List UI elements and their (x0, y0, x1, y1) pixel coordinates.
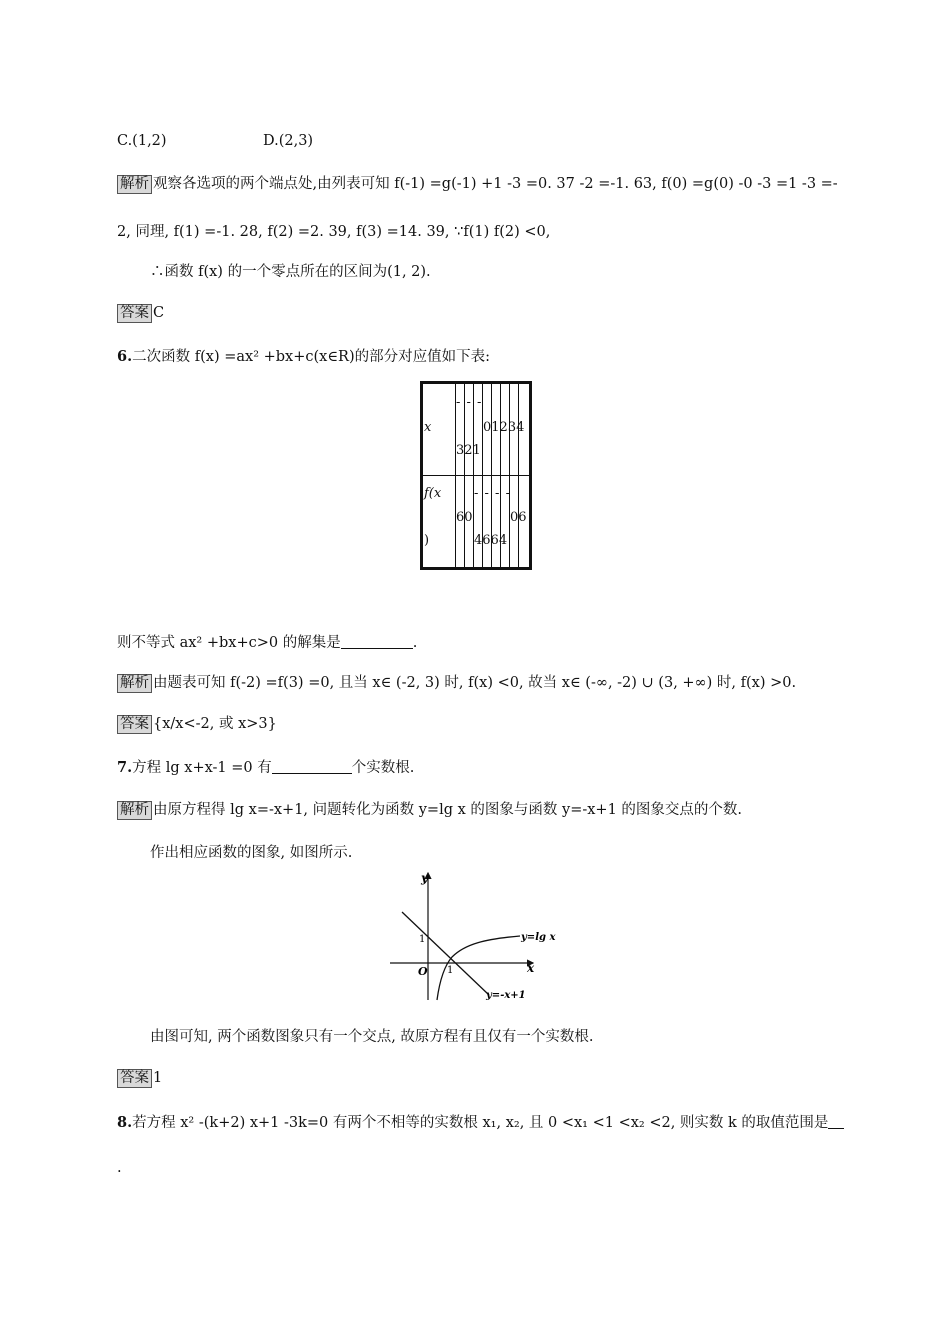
table-col-divider (464, 384, 465, 567)
table-fx-last-values: 06 (510, 510, 527, 525)
q6-analysis (117, 673, 796, 693)
origin-label: O (418, 965, 428, 978)
q6-number: 6. (117, 348, 133, 365)
q6-text: 二次函数 f(x) =ax² +bx+c(x∈R)的部分对应值如下表: (132, 349, 491, 365)
table-header-x: x (424, 420, 432, 435)
option-c: C.(1,2) (117, 133, 167, 149)
option-d: D.(2,3) (263, 133, 314, 149)
table-x-pos-values: 01234 (483, 420, 525, 435)
q6-answer (117, 714, 277, 734)
q7-analysis-2: 作出相应函数的图象, 如图所示. (150, 845, 353, 861)
table-header-fx-close: ) (424, 533, 430, 548)
q5-analysis-text-a: 观察各选项的两个端点处,由列表可知 f(-1) =g(-1) +1 -3 =0. 37 -2 =-1. 63, f(0) =g(0) -0 -3 =1 -3 =- (153, 176, 838, 192)
table-col-divider (518, 384, 519, 567)
y-one-label: 1 (419, 934, 426, 945)
q6-analysis-text: 由题表可知 f(-2) =f(3) =0, 且当 x∈ (-2, 3) 时, f(x) <0, 故当 x∈ (-∞, -2) ∪ (3, +∞) 时, f(x) >0. (153, 675, 797, 691)
analysis-tag: 解析 (117, 801, 152, 820)
y-axis-label: y (421, 871, 428, 885)
line-graph (402, 912, 489, 995)
table-row-divider (423, 475, 529, 476)
q7-text-a: 方程 lg x+x-1 =0 有 (132, 760, 272, 776)
analysis-tag: 解析 (117, 674, 152, 693)
q7-number: 7. (117, 759, 133, 776)
q5-analysis-line2: 2, 同理, f(1) =-1. 28, f(2) =2. 39, f(3) =14. 39, ∵f(1) f(2) <0, (117, 224, 551, 240)
q7-answer-value: 1 (153, 1070, 163, 1086)
function-graph (390, 868, 565, 1008)
q8-tail: . (117, 1160, 122, 1176)
q6-question: 则不等式 ax² +bx+c>0 的解集是 . (117, 635, 418, 651)
q8-answer-blank (828, 1113, 844, 1129)
answer-tag: 答案 (117, 1069, 152, 1088)
table-col-divider (509, 384, 510, 567)
q6-answer-value: {x/x<-2, 或 x>3} (153, 716, 277, 732)
q7-conclusion: 由图可知, 两个函数图象只有一个交点, 故原方程有且仅有一个实数根. (150, 1029, 594, 1045)
q7-analysis-text: 由原方程得 lg x=-x+1, 问题转化为函数 y=lg x 的图象与函数 y=-x+1 的图象交点的个数. (153, 802, 743, 818)
analysis-tag: 解析 (117, 175, 152, 194)
value-table (420, 381, 532, 570)
x-one-label: 1 (447, 965, 454, 976)
q7-answer-blank (272, 758, 352, 774)
q6-question-text: 则不等式 ax² +bx+c>0 的解集是 (117, 635, 341, 651)
answer-tag: 答案 (117, 715, 152, 734)
table-fx-mid-values: 4664 (474, 533, 508, 548)
q8-number: 8. (117, 1114, 133, 1131)
x-axis-label: x (527, 961, 535, 975)
q7-answer (117, 1068, 162, 1088)
table-fx-first-values: 60 (456, 510, 473, 525)
answer-tag: 答案 (117, 304, 152, 323)
table-header-fx: f(x (424, 486, 442, 501)
line-label: y=-x+1 (486, 990, 526, 1001)
q8-text: 若方程 x² -(k+2) x+1 -3k=0 有两个不相等的实数根 x₁, x₂, 且 0 <x₁ <1 <x₂ <2, 则实数 k 的取值范围是 (132, 1115, 829, 1131)
q7-stem (117, 758, 414, 778)
table-x-neg-values: 321 (456, 443, 481, 458)
q6-answer-blank (341, 633, 413, 649)
curve-label: y=lg x (521, 932, 556, 943)
q7-analysis (117, 800, 742, 820)
q8-stem (117, 1113, 844, 1133)
table-fx-neg-signs: - - - - (474, 486, 511, 501)
q5-analysis-line1 (117, 174, 838, 194)
q5-answer-value: C (153, 305, 165, 321)
q6-stem (117, 347, 490, 367)
q5-answer (117, 303, 164, 323)
q7-text-b: 个实数根. (351, 760, 415, 776)
table-x-neg-signs: - - - (456, 395, 483, 410)
table-col-divider (455, 384, 456, 567)
q5-analysis-line3: ∴函数 f(x) 的一个零点所在的区间为(1, 2). (150, 264, 431, 280)
